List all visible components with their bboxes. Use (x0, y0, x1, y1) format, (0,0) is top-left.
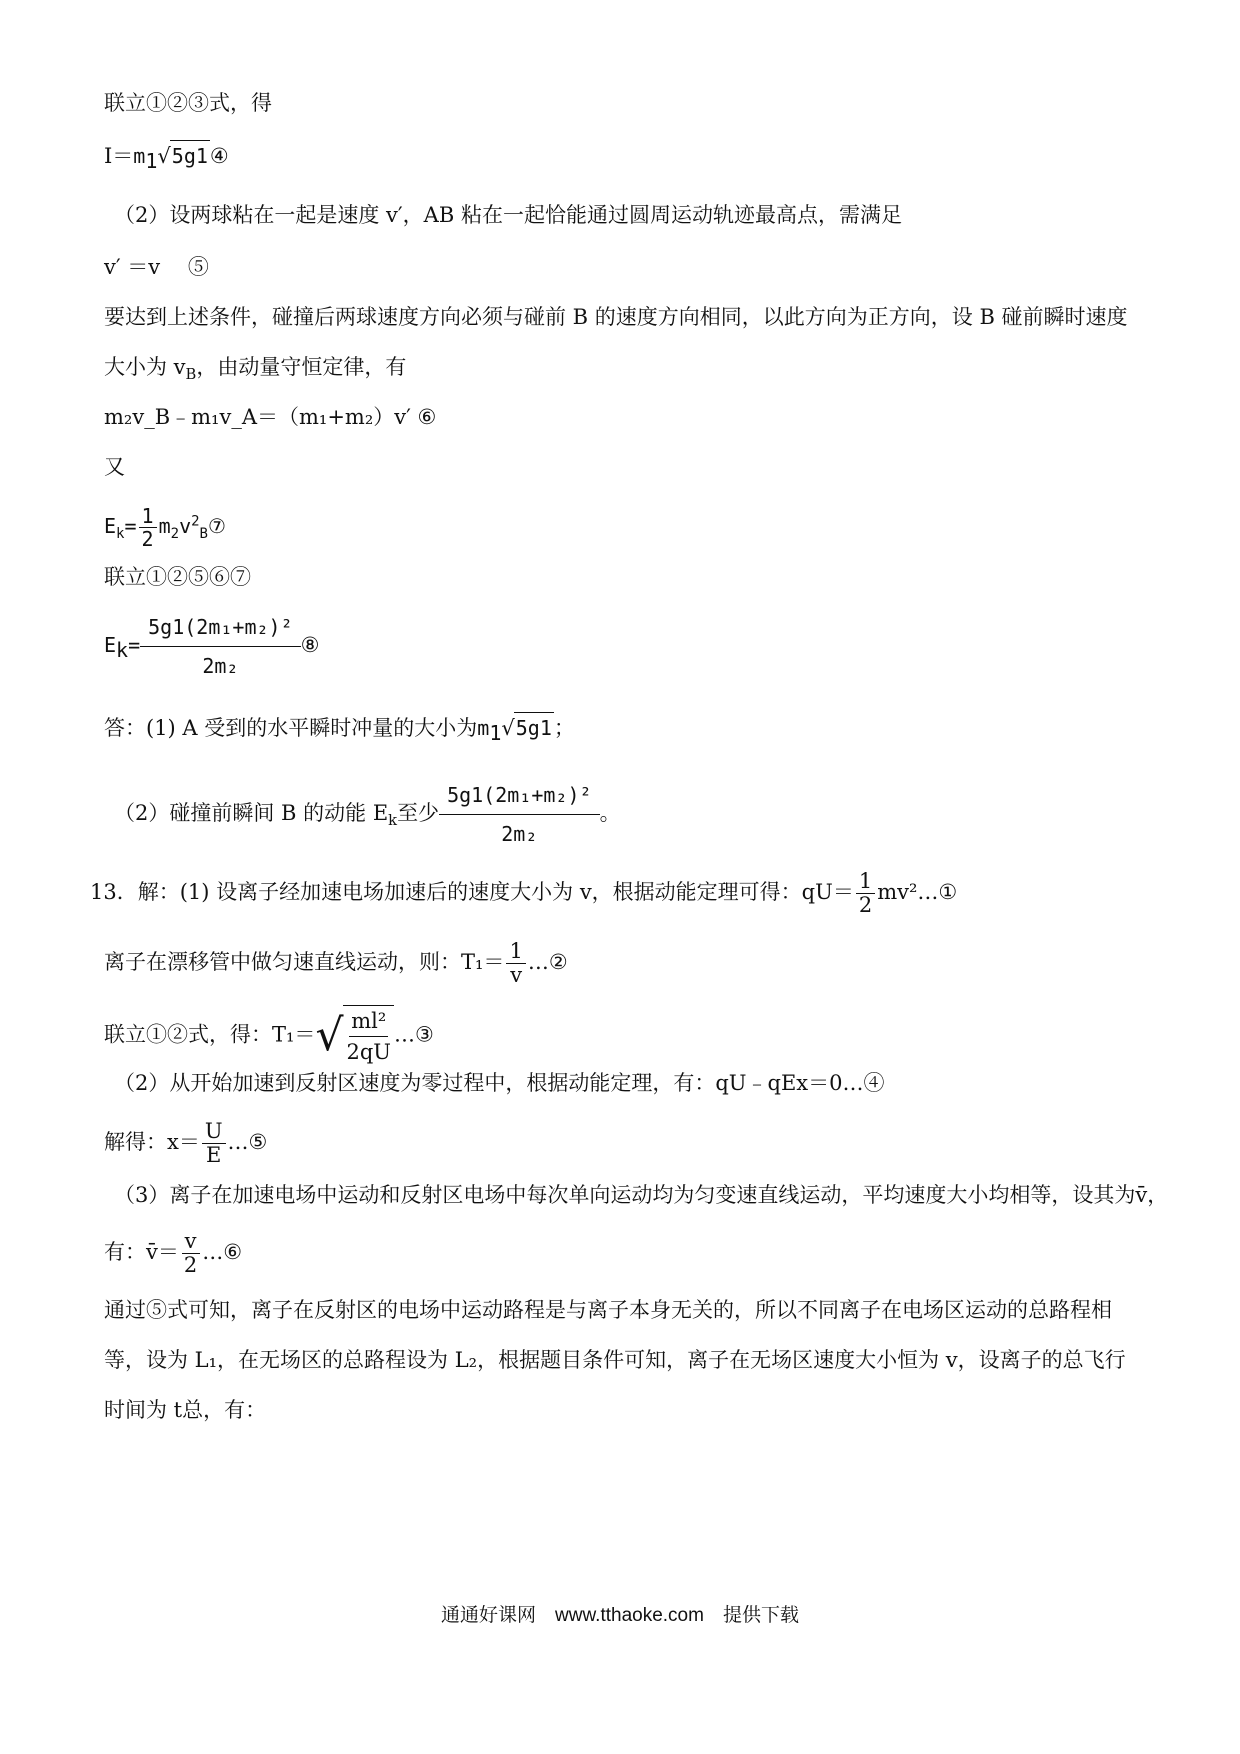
eq-tag: ⑦ (207, 514, 226, 538)
numerator: 5g1(2m₁+m₂)² (140, 612, 301, 647)
line-text: 通过⑤式可知，离子在反射区的电场中运动路程是与离子本身无关的，所以不同离子在电场区运动的总路程相 (104, 1298, 1112, 1322)
line-text: 解得：x＝ (104, 1130, 200, 1155)
line-text: 有：v̄＝ (104, 1240, 179, 1265)
denominator: 2m₂ (501, 822, 538, 846)
line-text: 联立①②⑤⑥⑦ (104, 565, 251, 589)
eq-subscript: 1 (145, 149, 158, 174)
fraction (856, 870, 875, 917)
line-text: 要达到上述条件，碰撞后两球速度方向必须与碰前 B 的速度方向相同，以此方向为正方向，设 B 碰前瞬时速度 (104, 305, 1128, 329)
text-line (114, 1180, 1168, 1210)
line-text: mv²…① (877, 880, 958, 905)
line-text: （3）离子在加速电场中运动和反射区电场中每次单向运动均为匀变速直线运动，平均速度大小均相等，设其为v̄， (114, 1183, 1169, 1207)
sqrt-symbol: √ (157, 144, 171, 168)
line-text: 又 (104, 455, 125, 479)
text-line (104, 1005, 434, 1067)
numerator: U (202, 1120, 226, 1144)
line-text: …⑥ (202, 1240, 243, 1265)
denominator: 2 (858, 893, 873, 918)
line-text: 。 (599, 801, 621, 825)
answer-line-2 (114, 780, 621, 849)
line-text: ，由动量守恒定律，有 (196, 355, 407, 379)
fraction (202, 1120, 226, 1167)
numerator: 1 (506, 940, 525, 964)
text-line (104, 1230, 242, 1277)
radicand: 5g1 (514, 712, 554, 743)
sqrt-symbol: √ (315, 1010, 344, 1061)
text-line (104, 1345, 1126, 1375)
text-line (114, 200, 902, 230)
numerator: 1 (856, 870, 875, 894)
eq-lhs: I＝ (104, 144, 134, 168)
answer-line-1 (104, 712, 575, 748)
eq-subscript: 2 (170, 526, 180, 542)
eq-subscript: k (116, 638, 129, 663)
text-line (104, 302, 1128, 332)
radicand: 5g1 (170, 140, 210, 171)
line-text: …⑤ (227, 1130, 268, 1155)
numerator: 1 (139, 505, 157, 528)
eq-mass: m (133, 144, 146, 168)
line-text: ； (553, 716, 575, 740)
line-text: 联立①②③式，得 (104, 91, 272, 115)
radicand (343, 1005, 394, 1067)
line-text: v′ ＝v ⑤ (104, 255, 209, 279)
eq-lhs: E (104, 514, 117, 538)
eq-lhs: E (104, 633, 117, 657)
fraction (439, 780, 600, 849)
text-line (104, 1295, 1112, 1325)
eq-velocity: v (179, 514, 192, 538)
subscript: B (185, 366, 197, 384)
numerator: ml² (349, 1006, 388, 1037)
denominator: 2qU (346, 1040, 391, 1064)
line-text: m₂v_B﹣m₁v_A＝（m₁+m₂）v′ ⑥ (104, 405, 437, 429)
denominator: E (206, 1143, 222, 1168)
eq-subscript: k (116, 526, 125, 542)
line-text: 至少 (397, 801, 440, 825)
line-text: …③ (394, 1022, 434, 1047)
line-text: （2）碰撞前瞬间 B 的动能 E (114, 801, 389, 825)
problem-13-line (90, 870, 957, 917)
line-text: 等，设为 L₁，在无场区的总路程设为 L₂，根据题目条件可知，离子在无场区速度大小恒为 v，设离子的总飞行 (104, 1348, 1126, 1372)
fraction (506, 940, 525, 987)
equation-ek-min (104, 612, 319, 681)
line-text: 离子在漂移管中做匀速直线运动，则：T₁＝ (104, 950, 505, 975)
equation-impulse (104, 140, 229, 176)
fraction (139, 505, 157, 550)
line-text: 答：(1) A 受到的水平瞬时冲量的大小为 (104, 716, 478, 740)
line-text: 联立①②式，得：T₁＝ (104, 1022, 316, 1047)
eq-mass: m (477, 716, 490, 740)
eq-superscript: 2 (191, 513, 200, 530)
fraction (140, 612, 301, 681)
denominator: v (510, 963, 523, 988)
text-line (104, 252, 209, 282)
sqrt-symbol: √ (501, 716, 515, 740)
eq-tag: ④ (209, 144, 229, 168)
equation-momentum (104, 402, 436, 432)
line-text: 13．解：(1) 设离子经加速电场加速后的速度大小为 v，根据动能定理可得：qU＝ (90, 880, 854, 905)
denominator: 2m₂ (202, 654, 239, 678)
eq-subscript: 1 (489, 721, 502, 746)
line-text: 时间为 t总，有： (104, 1398, 267, 1422)
text-line (104, 88, 272, 118)
eq-tag: ⑧ (300, 633, 320, 657)
eq-equals: = (128, 633, 141, 657)
text-line (114, 1068, 884, 1098)
page-footer: 通通好课网 www.tthaoke.com 提供下载 (441, 1605, 799, 1626)
denominator: 2 (141, 527, 154, 551)
line-text: 大小为 v (104, 355, 186, 379)
eq-equals: = (124, 514, 137, 538)
line-text: （2）从开始加速到反射区速度为零过程中，根据动能定理，有：qU﹣qEx＝0…④ (114, 1071, 885, 1095)
eq-mass: m (158, 514, 171, 538)
square-root (315, 1005, 394, 1067)
text-line (104, 452, 125, 482)
line-text: …② (527, 950, 568, 975)
numerator: 5g1(2m₁+m₂)² (439, 780, 600, 815)
text-line (104, 1120, 267, 1167)
text-line (104, 940, 568, 987)
fraction (181, 1230, 200, 1277)
eq-subscript: B (199, 526, 208, 542)
equation-kinetic-energy (104, 505, 226, 550)
text-line (104, 352, 406, 390)
subscript: k (388, 812, 398, 830)
denominator: 2 (183, 1253, 198, 1278)
text-line (104, 562, 251, 592)
line-text: （2）设两球粘在一起是速度 v′，AB 粘在一起恰能通过圆周运动轨迹最高点，需满足 (114, 203, 902, 227)
text-line (104, 1395, 266, 1425)
numerator: v (182, 1230, 200, 1254)
